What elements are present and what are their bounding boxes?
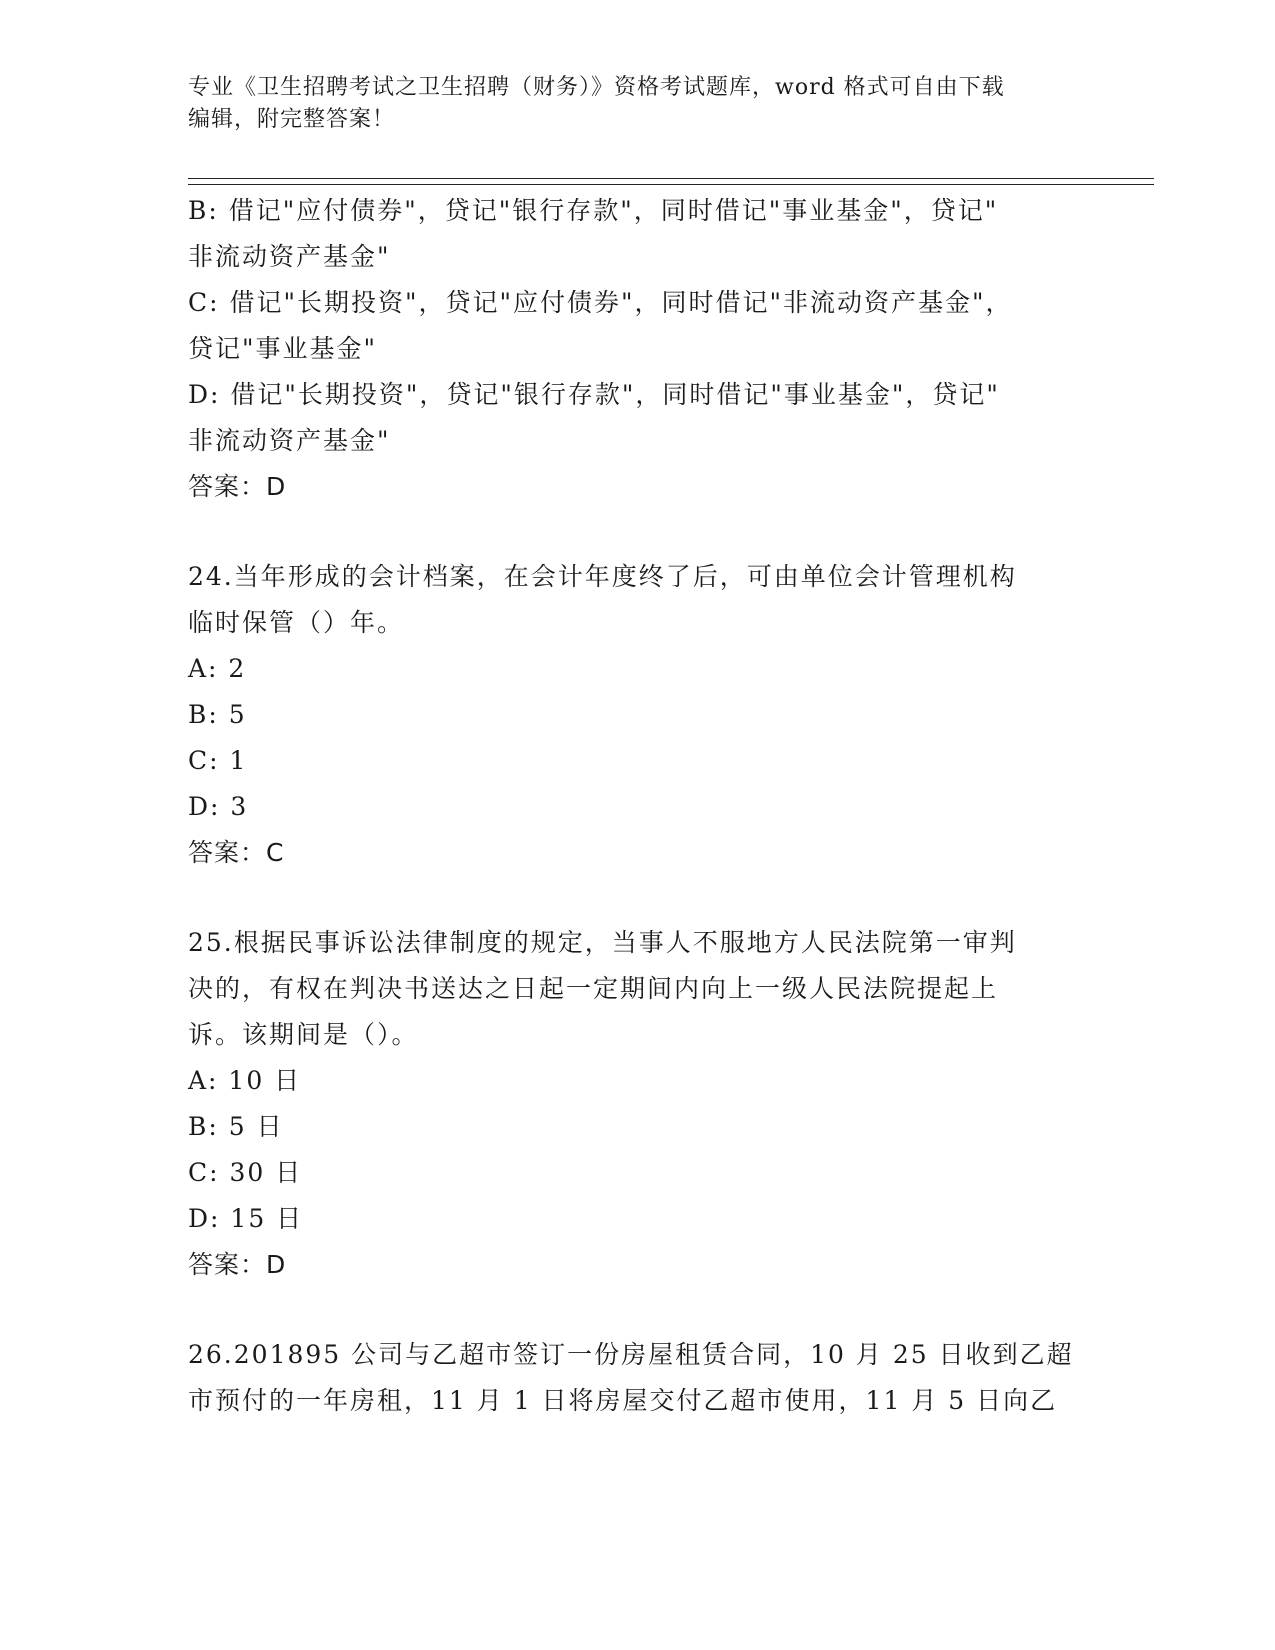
q26-stem-line-1: 26.201895 公司与乙超市签订一份房屋租赁合同，10 月 25 日收到乙超 [188,1340,1074,1369]
header-line-1: 专业《卫生招聘考试之卫生招聘（财务）》资格考试题库，word 格式可自由下载 [188,75,1005,100]
q23-answer: 答案：D [188,472,287,501]
q24-option-a: A: 2 [188,654,247,683]
q25-option-c: C: 30 日 [188,1158,303,1187]
q23-option-c-line-2: 贷记"事业基金" [188,334,377,363]
q25-option-d: D: 15 日 [188,1204,304,1233]
q24-option-c: C: 1 [188,746,248,775]
q24-stem-line-2: 临时保管（）年。 [188,608,405,637]
q25-answer: 答案：D [188,1250,287,1279]
question-26 [188,1332,1088,1424]
q23-option-d-line-2: 非流动资产基金" [188,426,391,455]
q25-stem-line-2: 决的，有权在判决书送达之日起一定期间内向上一级人民法院提起上 [188,974,999,1003]
q24-stem-line-1: 24.当年形成的会计档案，在会计年度终了后，可由单位会计管理机构 [188,562,1017,591]
q24-option-b: B: 5 [188,700,247,729]
question-23 [188,188,1088,510]
document-body [188,188,1088,1424]
document-header [188,72,1068,136]
header-line-2: 编辑，附完整答案！ [188,107,396,132]
q23-option-b-line-2: 非流动资产基金" [188,242,391,271]
header-rule-bottom [188,184,1154,185]
question-25 [188,920,1088,1288]
q24-answer: 答案：C [188,838,285,867]
q26-stem-line-2: 市预付的一年房租，11 月 1 日将房屋交付乙超市使用，11 月 5 日向乙 [188,1386,1058,1415]
q24-option-d: D: 3 [188,792,249,821]
q23-option-d-line-1: D: 借记"长期投资"，贷记"银行存款"，同时借记"事业基金"，贷记" [188,380,1000,409]
q25-option-b: B: 5 日 [188,1112,284,1141]
question-24 [188,554,1088,876]
spacer [188,876,1088,920]
q23-option-c-line-1: C: 借记"长期投资"，贷记"应付债券"，同时借记"非流动资产基金"， [188,288,1013,317]
header-rule-top [188,178,1154,179]
q25-option-a: A: 10 日 [188,1066,302,1095]
spacer [188,510,1088,554]
q25-stem-line-3: 诉。该期间是（）。 [188,1020,419,1049]
spacer [188,1288,1088,1332]
q23-option-b-line-1: B: 借记"应付债券"，贷记"银行存款"，同时借记"事业基金"，贷记" [188,196,999,225]
q25-stem-line-1: 25.根据民事诉讼法律制度的规定，当事人不服地方人民法院第一审判 [188,928,1017,957]
